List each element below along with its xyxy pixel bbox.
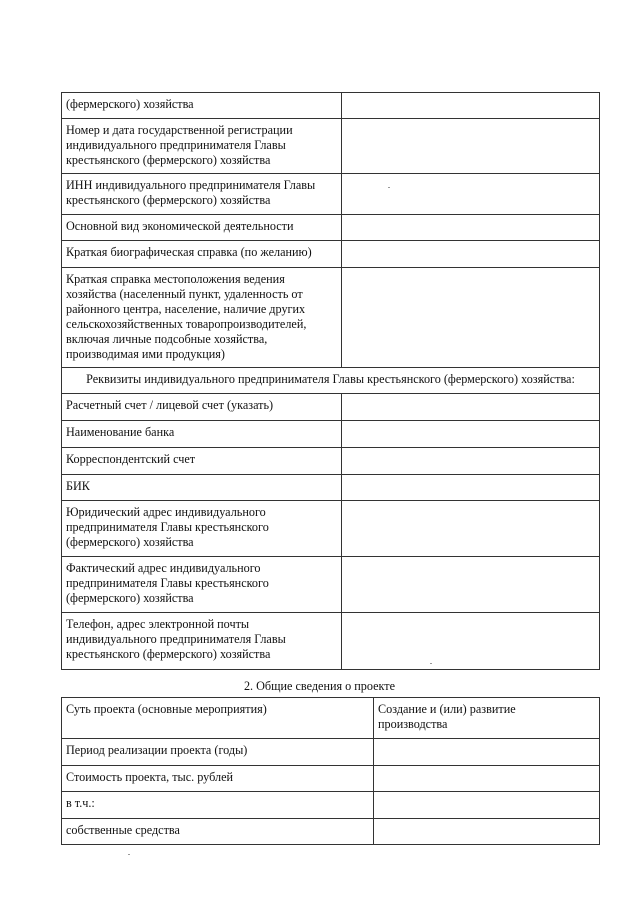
project-info-table (61, 697, 600, 845)
row-label: собственные средства (62, 819, 374, 845)
row-value: Создание и (или) развитие производства (374, 698, 600, 739)
row-value (374, 766, 600, 792)
row-label: (фермерского) хозяйства (62, 93, 342, 119)
table-row (62, 475, 600, 501)
table-row (62, 766, 600, 792)
row-value (342, 557, 600, 613)
row-value (342, 613, 600, 670)
table-row (62, 268, 600, 368)
row-value (342, 119, 600, 174)
table-row (62, 819, 600, 845)
row-value (342, 268, 600, 368)
table-row (62, 215, 600, 241)
row-label: Период реализации проекта (годы) (62, 739, 374, 766)
table-row (62, 394, 600, 421)
row-label: Корреспондентский счет (62, 448, 342, 475)
table-row (62, 119, 600, 174)
row-value (342, 215, 600, 241)
table-row (62, 739, 600, 766)
row-value (342, 174, 600, 215)
scan-speck (430, 663, 432, 664)
table-row (62, 174, 600, 215)
row-label: в т.ч.: (62, 792, 374, 819)
row-value (342, 448, 600, 475)
row-label: БИК (62, 475, 342, 501)
table-row (62, 613, 600, 670)
row-label: Краткая справка местоположения ведения хозяйства (населенный пункт, удаленность от районного центра, население, наличие других сельскохозяйственных товаропроизводителей, включая личные подсобные хозяйства, производимая ими продукция) (62, 268, 342, 368)
scan-speck (128, 854, 130, 855)
table-row (62, 368, 600, 394)
row-value (342, 475, 600, 501)
row-value (374, 739, 600, 766)
requisites-header: Реквизиты индивидуального предпринимателя Главы крестьянского (фермерского) хозяйства: (62, 368, 600, 394)
row-label: Краткая биографическая справка (по желанию) (62, 241, 342, 268)
row-label: Стоимость проекта, тыс. рублей (62, 766, 374, 792)
table-row (62, 698, 600, 739)
row-value (374, 792, 600, 819)
table-row (62, 241, 600, 268)
row-label: Основной вид экономической деятельности (62, 215, 342, 241)
row-value (342, 93, 600, 119)
row-label: Телефон, адрес электронной почты индивидуального предпринимателя Главы крестьянского (фермерского) хозяйства (62, 613, 342, 670)
table-row (62, 557, 600, 613)
row-value (342, 421, 600, 448)
row-label: Номер и дата государственной регистрации индивидуального предпринимателя Главы крестьянского (фермерского) хозяйства (62, 119, 342, 174)
row-value (342, 394, 600, 421)
table-row (62, 448, 600, 475)
table-row (62, 792, 600, 819)
row-label: Юридический адрес индивидуального предпринимателя Главы крестьянского (фермерского) хозяйства (62, 501, 342, 557)
scan-speck (388, 187, 390, 188)
row-label: Фактический адрес индивидуального предпринимателя Главы крестьянского (фермерского) хозяйства (62, 557, 342, 613)
row-label: Наименование банка (62, 421, 342, 448)
table-row (62, 501, 600, 557)
row-label: Суть проекта (основные мероприятия) (62, 698, 374, 739)
row-label: Расчетный счет / лицевой счет (указать) (62, 394, 342, 421)
table-row (62, 421, 600, 448)
applicant-info-table (61, 92, 600, 670)
row-value (374, 819, 600, 845)
table-row (62, 93, 600, 119)
section-title: 2. Общие сведения о проекте (243, 679, 396, 693)
row-label: ИНН индивидуального предпринимателя Главы крестьянского (фермерского) хозяйства (62, 174, 342, 215)
row-value (342, 501, 600, 557)
row-value (342, 241, 600, 268)
